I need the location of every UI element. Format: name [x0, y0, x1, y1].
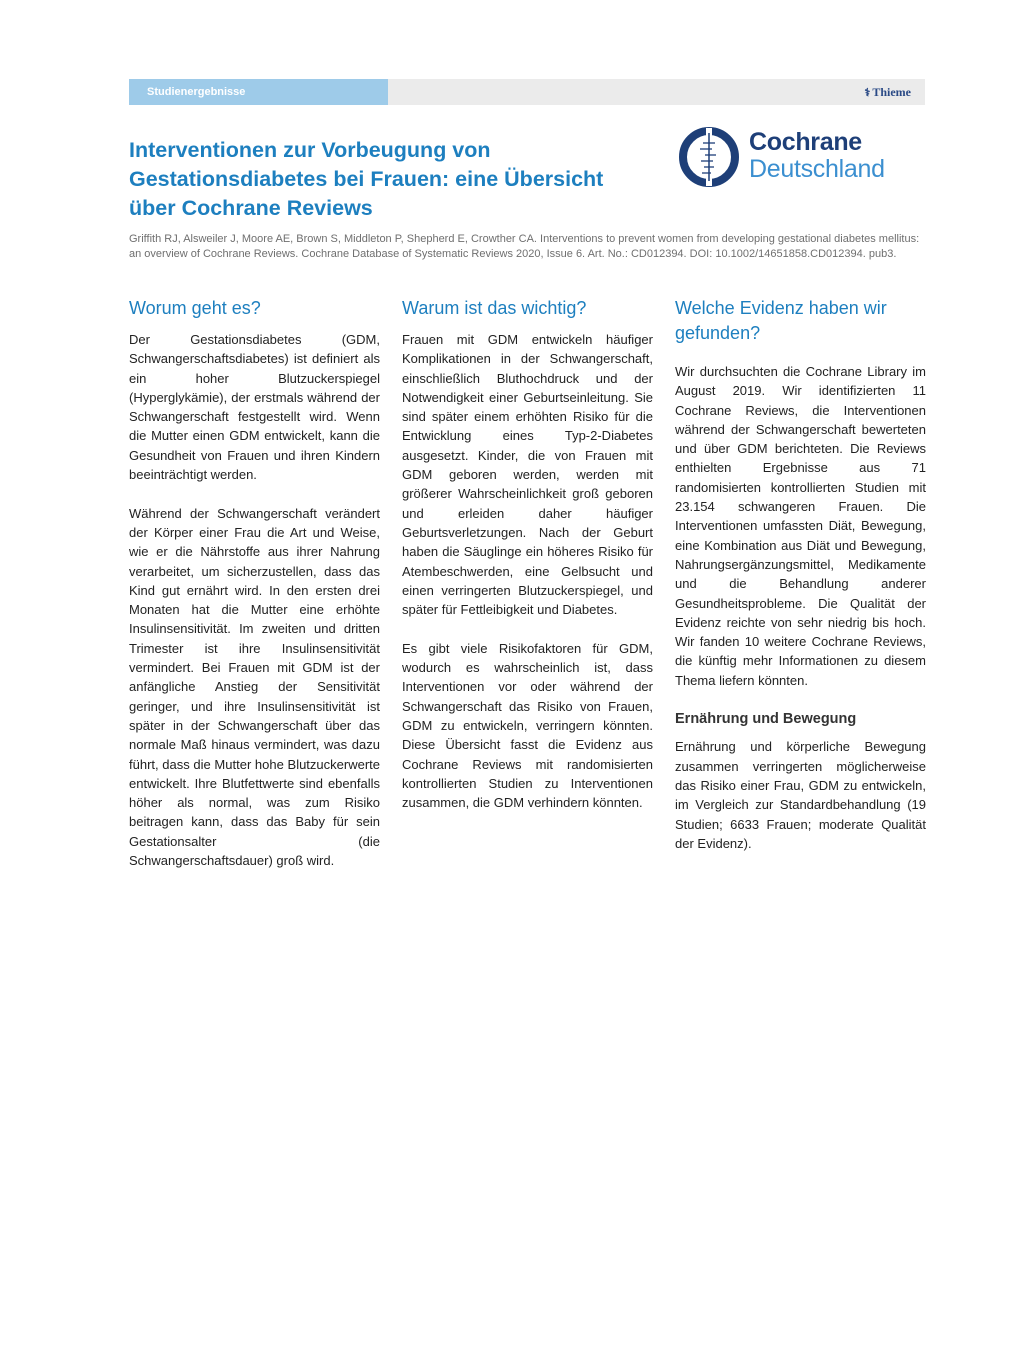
subsection-heading: Ernährung und Bewegung — [675, 711, 857, 728]
citation: Griffith RJ, Alsweiler J, Moore AE, Brown S, Middleton P, Shepherd E, Crowther CA. Interventions to prevent women from developing gestational diabetes mellitus: an overview of Cochrane Reviews. Cochrane Database of Systematic Reviews 2020, Issue 6. Art. No.: CD012394. DOI: 10.1002/14651858.CD012394. pub3. — [129, 233, 920, 260]
column-evidenz — [675, 296, 926, 872]
header-bar — [129, 79, 925, 105]
paragraph: Frauen mit GDM entwickeln häufiger Komplikationen in der Schwangerschaft, einschließlich Bluthochdruck und der Notwendigkeit einer Geburtseinleitung. Sie sind später einem erhöhten Risiko für die Entwicklung eines Typ-2-Diabetes ausgesetzt. Kinder, die von Frauen mit GDM geboren werden, werden mit größerer Wahrscheinlichkeit groß geboren und erleiden daher häufiger Geburtsverletzungen. Nach der Geburt haben die Säuglinge ein höheres Risiko für Atembeschwerden, eine Gelbsucht und einen verringerten Blutzuckerspiegel, und später für Fettleibigkeit und Diabetes. — [402, 332, 653, 618]
publisher-name: Thieme — [872, 85, 911, 99]
paragraph: Ernährung und körperliche Bewegung zusammen verringerten möglicherweise das Risiko einer Frau, GDM zu entwickeln, im Vergleich zur Standardbehandlung (19 Studien; 6633 Frauen; moderate Qualität der Evidenz). — [675, 739, 926, 851]
thieme-mark-icon: ⚕ — [864, 87, 871, 99]
logo-line-1: Cochrane — [749, 128, 862, 156]
paragraph: Während der Schwangerschaft verändert der Körper einer Frau die Art und Weise, wie er die Nährstoffe aus ihrer Nahrung verarbeitet, um sicherzustellen, dass das Kind gut ernährt wird. In den ersten drei Monaten hat die Mutter eine erhöhte Insulinsensitivität. Im zweiten und dritten Trimester ist ihre Insulinsensitivität vermindert. Bei Frauen mit GDM ist der anfängliche Anstieg der Sensitivität geringer, und ihre Insulinsensitivität ist später in der Schwangerschaft über das normale Maß hinaus vermindert, was dazu führt, dass die Mutter hohe Blutzuckerwerte entwickelt. Ihre Blutfettwerte sind ebenfalls höher als normal, was zum Risiko beitragen kann, dass das Baby für sein Gestationsalter (die Schwangerschaftsdauer) groß wird. — [129, 505, 380, 869]
section-label: Studienergebnisse — [129, 79, 388, 105]
paragraph: Es gibt viele Risikofaktoren für GDM, wodurch es wahrscheinlich ist, dass Interventionen vor oder während der Schwangerschaft das Risiko von Frauen, GDM zu entwickeln, verringern könnten. Diese Übersicht fasst die Evidenz aus Cochrane Reviews mit randomisierten kontrollierten Studien zu Interventionen zusammen, die GDM verhindern könnten. — [402, 640, 653, 811]
column-worum — [129, 296, 380, 890]
cochrane-emblem-icon — [678, 125, 742, 189]
section-heading: Warum ist das wichtig? — [402, 298, 587, 318]
column-warum — [402, 296, 653, 832]
logo-line-2: Deutschland — [749, 155, 885, 183]
cochrane-logo — [678, 125, 908, 189]
section-heading: Worum geht es? — [129, 298, 261, 318]
paragraph: Der Gestationsdiabetes (GDM, Schwangerschaftsdiabetes) ist definiert als ein hoher Blutzuckerspiegel (Hyperglykämie), der erstmals während der Schwangerschaft festgestellt wird. Wenn die Mutter einen GDM entwickelt, kann die Gesundheit von Frauen und ihren Kindern beeinträchtigt werden. — [129, 332, 380, 483]
publisher-logo — [864, 79, 911, 105]
section-heading: Welche Evidenz haben wir gefunden? — [675, 298, 887, 343]
article-title: Interventionen zur Vorbeugung von Gestationsdiabetes bei Frauen: eine Übersicht über Cochrane Reviews — [129, 138, 604, 220]
paragraph: Wir durchsuchten die Cochrane Library im August 2019. Wir identifizierten 11 Cochrane Reviews, die Interventionen während der Schwangerschaft bewerteten und über GDM berichteten. Die Reviews enthielten Ergebnisse aus 71 randomisierten kontrollierten Studien mit 23.154 schwangeren Frauen. Die Interventionen umfassten Diät, Bewegung, eine Kombination aus Diät und Bewegung, Nahrungsergänzungsmittel, Medikamente und die Behandlung anderer Gesundheitsprobleme. Die Qualität der Evidenz reichte von sehr niedrig bis hoch. Wir fanden 10 weitere Cochrane Reviews, die künftig mehr Informationen zu diesem Thema liefern könnten. — [675, 364, 926, 688]
